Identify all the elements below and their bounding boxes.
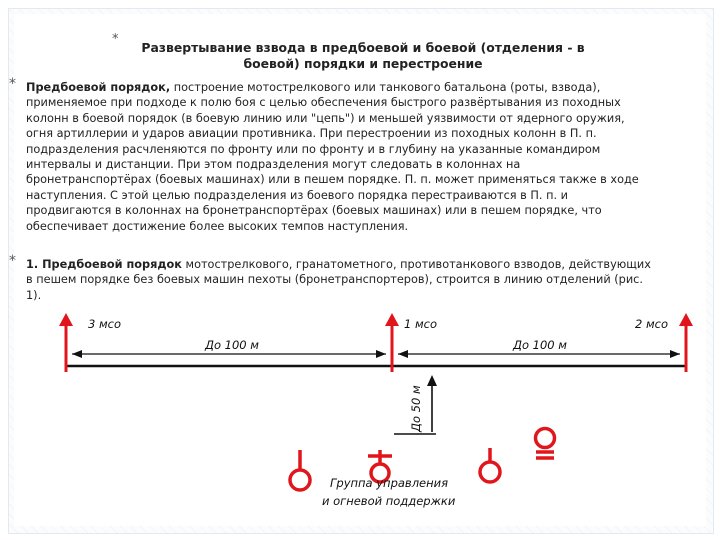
- para1-line-4: подразделения расчленяются по фронту или по фронту и в глубину на указанные командиром: [26, 142, 601, 156]
- label-squad-1: 1 мсо: [404, 317, 438, 331]
- label-distance-right: До 100 м: [513, 338, 567, 352]
- label-distance-vertical: До 50 м: [409, 385, 423, 432]
- squad-3-marker: [59, 313, 73, 372]
- label-group-line-2: и огневой поддержки: [322, 494, 456, 508]
- title-bullet: *: [112, 32, 119, 47]
- para2-line-0-rest: мотострелкового, гранатометного, противотанкового взводов, действующих: [181, 258, 651, 271]
- para2-bold-term: 1. Предбоевой порядок: [26, 258, 182, 271]
- para1-line-8: продвигаются в колоннах на бронетранспортёрах (боевых машинах) или в пешем порядке, что: [26, 204, 602, 218]
- para1-line-9: обеспечивает достижение более высоких темпов наступления.: [26, 219, 409, 233]
- squad-2-marker: [679, 313, 693, 372]
- label-distance-left: До 100 м: [205, 338, 259, 352]
- squad-1-marker: [385, 313, 399, 372]
- bullet-2: *: [9, 253, 16, 269]
- para1-line-0-rest: построение мотострелкового или танкового батальона (роты, взвода),: [170, 81, 601, 94]
- label-squad-3: 3 мсо: [88, 317, 122, 331]
- para1-line-1: применяемое при подходе к полю боя с целью обеспечения быстрого развёртывания из походных: [26, 96, 621, 110]
- para1-line-5: интервалы и дистанции. При этом подразделения могут следовать в колоннах на: [26, 158, 521, 172]
- label-group-line-1: Группа управления: [330, 476, 449, 490]
- label-squad-2: 2 мсо: [635, 317, 669, 331]
- command-group-symbol-3: [480, 448, 500, 482]
- title-line-1: Развертывание взвода в предбоевой и боевой (отделения - в: [141, 40, 585, 55]
- command-group-symbol-1: [290, 450, 310, 490]
- para1-line-2: колонн в боевой порядок (в боевую линию или "цепь") и меньшей уязвимости от ядерного оружия,: [26, 111, 625, 125]
- para1-line-7: наступления. С этой целью подразделения из боевого порядка перестраиваются в П. п. и: [26, 188, 569, 202]
- para1-line-3: огня артиллерии и ударов авиации противника. При перестроении из походных колонн в П. п.: [26, 127, 597, 141]
- command-group-symbol-4: [536, 429, 555, 459]
- para2-line-1: в пешем порядке без боевых машин пехоты (бронетранспортеров), строится в линию отделений (рис.: [26, 273, 643, 287]
- title-line-2: боевой) порядки и перестроение: [243, 56, 483, 71]
- para1-line-6: бронетранспортёрах (боевых машинах) или в пешем порядке. П. п. может применяться также в ходе: [26, 173, 639, 187]
- bullet-1: *: [9, 76, 16, 92]
- para1-bold-term: Предбоевой порядок,: [26, 81, 171, 94]
- para2-line-2: 1).: [26, 288, 42, 302]
